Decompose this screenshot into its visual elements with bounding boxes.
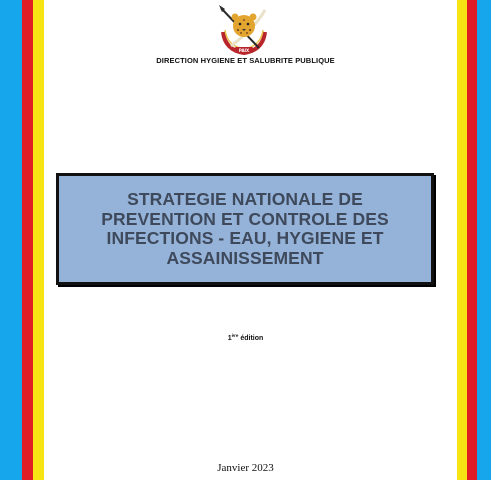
edition-suffix: ère — [231, 333, 239, 338]
right-border-red — [467, 0, 477, 480]
coat-of-arms-icon — [211, 2, 277, 58]
right-border-yellow — [457, 0, 467, 480]
left-border-blue — [0, 0, 22, 480]
title-box — [56, 173, 434, 285]
left-border-red — [22, 0, 33, 480]
edition-number: 1 — [227, 335, 232, 342]
publication-date: Janvier 2023 — [217, 462, 274, 474]
directorate-name: DIRECTION HYGIENE ET SALUBRITE PUBLIQUE — [156, 56, 335, 65]
edition-label — [0, 333, 491, 342]
edition-word: édition — [240, 335, 264, 342]
svg-text:PAIX: PAIX — [238, 47, 250, 53]
document-title: STRATEGIE NATIONALE DE PREVENTION ET CONTROLE DES INFECTIONS - EAU, HYGIENE ET ASSAINISSEMENT — [101, 189, 389, 268]
left-border-yellow — [33, 0, 44, 480]
right-border-blue — [477, 0, 491, 480]
